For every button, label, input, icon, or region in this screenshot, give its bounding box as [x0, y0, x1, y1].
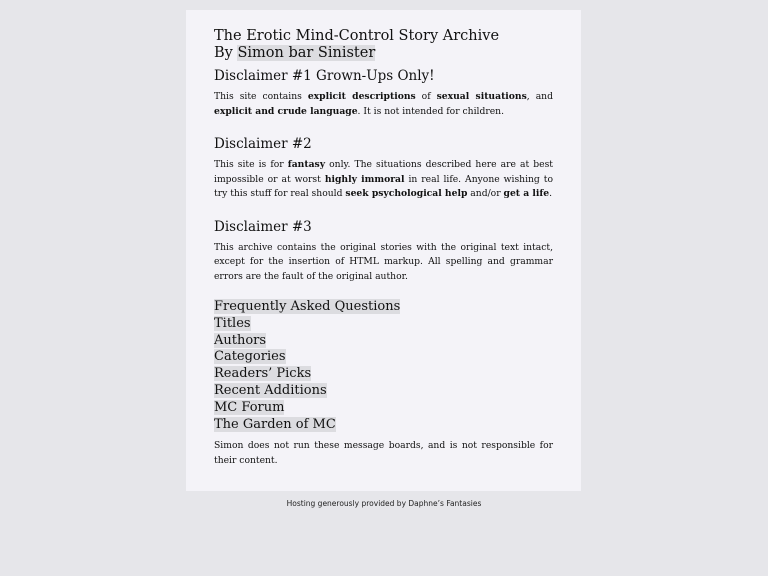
nav-link-readers-picks[interactable]: Readers’ Picks	[214, 366, 312, 382]
nav-item	[214, 366, 553, 383]
hosting-footer: Hosting generously provided by Daphne’s Fantasies	[286, 499, 482, 508]
bold-phrase: seek psychological help	[345, 188, 468, 199]
bold-phrase: highly immoral	[324, 173, 405, 185]
nav-link-authors[interactable]: Authors	[214, 332, 267, 348]
page-title: The Erotic Mind-Control Story Archive	[214, 28, 500, 44]
text-segment: , and	[526, 91, 553, 102]
nav-item	[214, 316, 553, 333]
text-segment: . It is not intended for children.	[357, 105, 505, 117]
disclaimer-2-text	[214, 158, 553, 202]
bold-phrase: explicit descriptions	[307, 91, 416, 102]
nav-item	[214, 349, 553, 366]
nav-list	[214, 299, 553, 433]
nav-link-garden-of-mc[interactable]: The Garden of MC	[214, 416, 336, 432]
nav-link-titles[interactable]: Titles	[214, 315, 251, 331]
nav-item	[214, 333, 553, 350]
text-segment: This site contains	[214, 91, 308, 102]
byline-prefix: By	[214, 45, 238, 61]
text-segment: in real life. Anyone wishing to try this stuff for real should	[214, 173, 553, 199]
disclaimer-2-heading: Disclaimer #2	[214, 136, 312, 152]
author-link[interactable]: Simon bar Sinister	[237, 45, 376, 61]
bold-phrase: explicit and crude language	[214, 105, 358, 117]
byline	[214, 45, 553, 62]
disclaimer-3-text: This archive contains the original stories with the original text intact, except for the insertion of HTML markup. All spelling and grammar errors are the fault of the original author.	[214, 241, 553, 282]
bold-phrase: sexual situations	[436, 91, 527, 102]
disclaimer-1-text	[214, 90, 553, 119]
text-segment: and/or	[467, 188, 504, 199]
bold-phrase: fantasy	[287, 159, 326, 170]
disclaimer-3-heading: Disclaimer #3	[214, 218, 312, 235]
nav-item	[214, 417, 553, 434]
nav-item	[214, 400, 553, 417]
nav-link-categories[interactable]: Categories	[214, 349, 286, 365]
nav-item	[214, 299, 553, 316]
nav-item	[214, 383, 553, 400]
message-board-note: Simon does not run these message boards, and is not responsible for their content.	[214, 440, 553, 466]
text-segment: This site is for	[214, 159, 288, 170]
nav-link-faq[interactable]: Frequently Asked Questions	[214, 299, 401, 314]
content-card	[186, 10, 581, 491]
text-segment: only. The situations described here are at best impossible or at worst	[214, 159, 554, 185]
bold-phrase: get a life	[503, 188, 550, 199]
disclaimer-1-heading: Disclaimer #1 Grown-Ups Only!	[214, 68, 435, 84]
nav-link-recent-additions[interactable]: Recent Additions	[214, 382, 327, 398]
text-segment: of	[415, 91, 437, 102]
nav-link-mc-forum[interactable]: MC Forum	[214, 399, 285, 415]
text-segment: .	[549, 188, 553, 199]
